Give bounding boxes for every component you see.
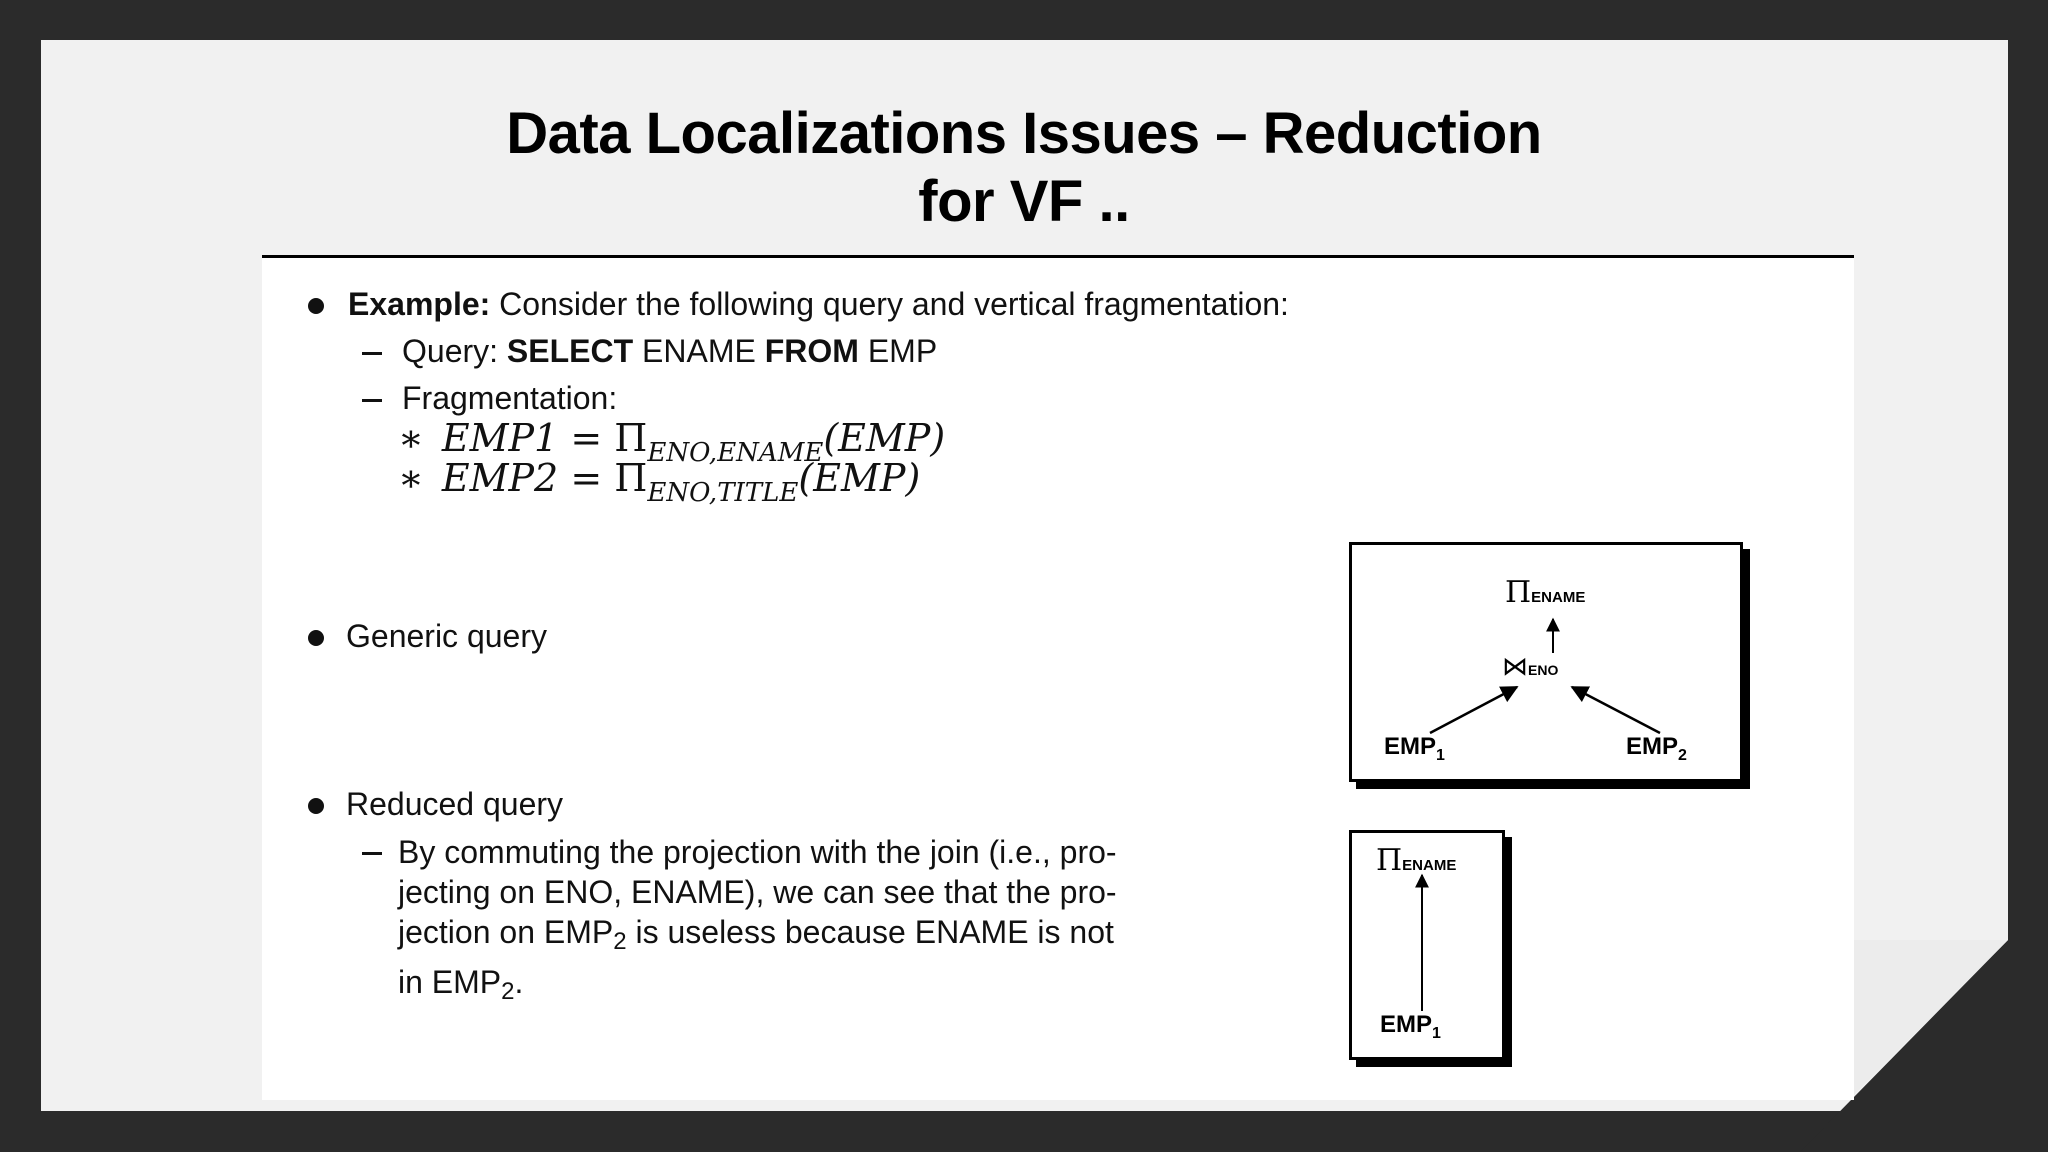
leaf-name: EMP — [1626, 733, 1679, 760]
title-line-2: for VF .. — [918, 169, 1130, 234]
generic-query-label: Generic query — [346, 618, 547, 654]
query-line — [402, 331, 937, 371]
fragment-lhs: EMP2 — [441, 456, 559, 500]
text-part: is useless because ENAME is not — [626, 914, 1114, 950]
leaf-emp1 — [1380, 1011, 1441, 1043]
pi-symbol: Π — [1505, 575, 1532, 610]
equals-sign: = — [570, 416, 603, 460]
fragmentation-label: Fragmentation: — [402, 380, 618, 416]
example-text: Consider the following query and vertical fragmentation: — [499, 286, 1289, 322]
title-line-1: Data Localizations Issues – Reduction — [506, 101, 1542, 166]
dash — [362, 399, 382, 402]
leaf-name: EMP — [1384, 733, 1437, 760]
text-part: . — [514, 964, 524, 1000]
join-node — [1502, 651, 1558, 682]
projection-node — [1376, 843, 1456, 878]
leaf-emp1 — [1384, 733, 1445, 765]
query-keyword-from: FROM — [764, 333, 859, 369]
title-rule — [262, 255, 1854, 258]
dash — [362, 352, 382, 355]
query-column: ENAME — [642, 333, 756, 369]
leaf-sub: 1 — [1436, 747, 1445, 764]
projection-attr: ENAME — [1402, 857, 1457, 874]
text-sub: 2 — [501, 978, 515, 1005]
bullet-dot — [308, 630, 324, 646]
fragment-lhs: EMP1 — [441, 416, 559, 460]
fragment-emp2 — [398, 456, 920, 515]
explanation-line: jecting on ENO, ENAME), we can see that the pro- — [398, 874, 1117, 910]
query-label: Query: — [402, 333, 499, 369]
explanation-line: By commuting the projection with the join (i.e., pro- — [398, 834, 1117, 870]
fragment-arg: (EMP) — [823, 416, 946, 460]
query-keyword-select: SELECT — [506, 333, 634, 369]
star-marker: ∗ — [398, 456, 424, 500]
bullet-dot — [308, 798, 324, 814]
join-attr: ENO — [1528, 662, 1559, 678]
projection-attr: ENAME — [1531, 589, 1586, 606]
fragment-arg: (EMP) — [798, 456, 921, 500]
explanation-line — [398, 962, 1117, 1012]
projection-attrs: ENO,TITLE — [647, 478, 799, 508]
slide-title — [0, 100, 2048, 236]
leaf-sub: 1 — [1432, 1025, 1441, 1042]
equals-sign: = — [570, 456, 603, 500]
join-symbol: ⋈ — [1502, 651, 1528, 681]
text-part: jection on EMP — [398, 914, 614, 950]
generic-query-tree — [1349, 542, 1743, 782]
projection-node — [1505, 575, 1585, 610]
reduced-explanation — [398, 832, 1117, 1012]
leaf-name: EMP — [1380, 1011, 1433, 1038]
text-part: in EMP — [398, 964, 502, 1000]
pi-symbol: Π — [1376, 843, 1403, 878]
explanation-line — [398, 912, 1117, 962]
reduced-query-tree — [1349, 830, 1505, 1060]
text-sub: 2 — [613, 928, 627, 955]
leaf-sub: 2 — [1678, 747, 1687, 764]
projection-symbol: Π — [614, 456, 648, 500]
example-label: Example: — [348, 286, 491, 322]
leaf-emp2 — [1626, 733, 1687, 765]
star-marker: ∗ — [398, 416, 424, 460]
example-line — [348, 284, 1289, 324]
projection-attrs: ENO,ENAME — [647, 438, 824, 468]
dash — [362, 852, 382, 855]
projection-symbol: Π — [614, 416, 648, 460]
query-table: EMP — [867, 333, 938, 369]
bullet-dot — [308, 298, 324, 314]
reduced-query-label: Reduced query — [346, 786, 564, 822]
